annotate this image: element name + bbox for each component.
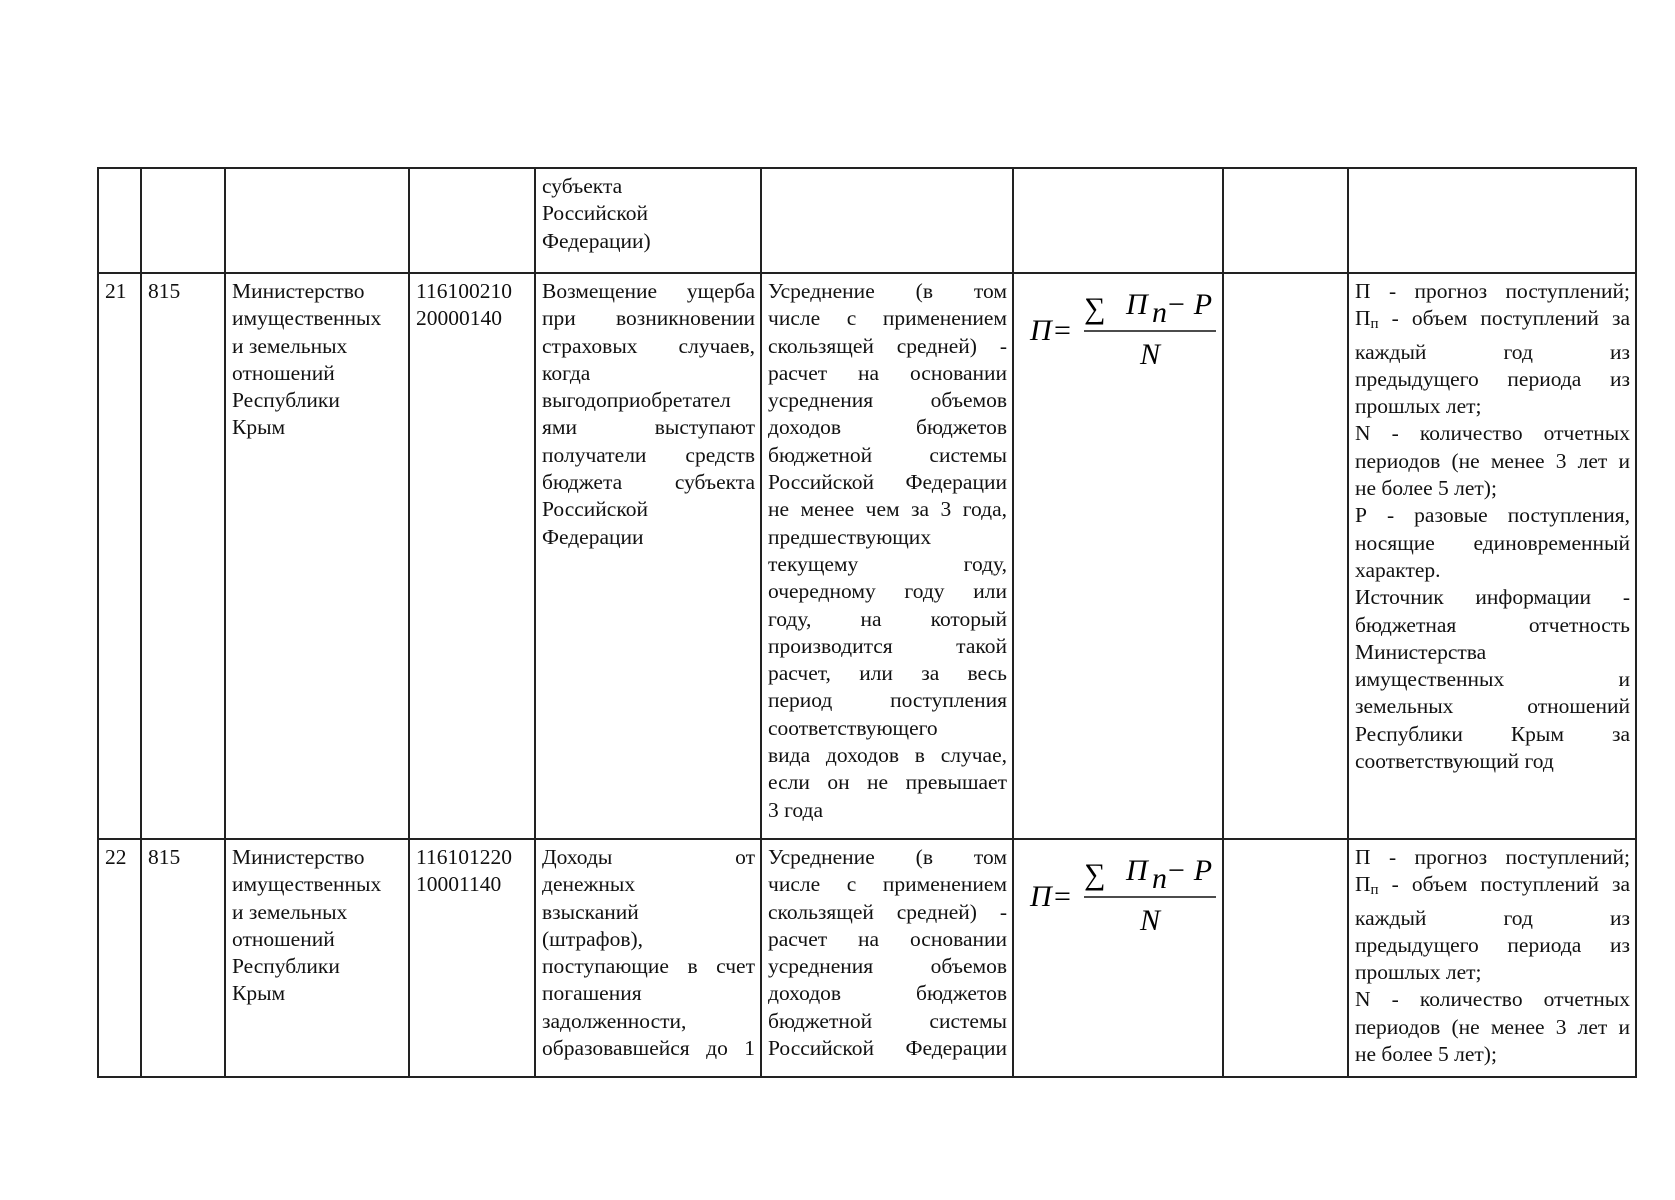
text-line: Федерации bbox=[542, 524, 644, 549]
text-line: скользящей средней) - bbox=[768, 333, 1007, 358]
text-line: 20000140 bbox=[416, 306, 502, 331]
text-line: получатели средств bbox=[542, 442, 755, 467]
text-line: П - прогноз поступлений; bbox=[1355, 845, 1630, 869]
table-row bbox=[98, 839, 1636, 1077]
text-line: образовавшейся до 1 bbox=[542, 1036, 755, 1061]
text-line: Российской Федерации bbox=[768, 1036, 1007, 1061]
cell-admin bbox=[225, 273, 409, 839]
text-line: скользящей средней) - bbox=[768, 899, 1007, 924]
text-line: субъекта bbox=[542, 174, 623, 198]
formula-equals: = bbox=[1054, 314, 1071, 347]
text-line: бюджетная отчетность bbox=[1355, 612, 1630, 637]
text-line: Российской bbox=[542, 497, 648, 522]
text-line bbox=[1355, 305, 1630, 338]
text-line: Усреднение (в том bbox=[768, 845, 1007, 869]
text-line: при возникновении bbox=[542, 306, 755, 331]
text-line: прошлых лет; bbox=[1355, 394, 1482, 419]
cell-formula bbox=[1013, 273, 1223, 839]
formula-term: П bbox=[1126, 288, 1148, 321]
text-line: поступающие в счет bbox=[542, 954, 755, 979]
text-line: числе с применением bbox=[768, 872, 1007, 897]
formula-denominator: N bbox=[1140, 338, 1161, 371]
text-line: имущественных bbox=[232, 306, 382, 331]
text-line: предшествующих bbox=[768, 524, 932, 549]
text-line: когда bbox=[542, 360, 591, 385]
formula-sum: ∑ bbox=[1084, 292, 1106, 325]
formula-minus-r: − P bbox=[1166, 854, 1213, 887]
cell-legend bbox=[1348, 168, 1636, 273]
cell-income-name bbox=[535, 273, 761, 839]
text-line: погашения bbox=[542, 981, 642, 1006]
cell-code: 815 bbox=[141, 273, 225, 839]
text-line: Республики Крым за bbox=[1355, 721, 1630, 746]
formula-term: П bbox=[1126, 854, 1148, 887]
text-line: взысканий bbox=[542, 899, 639, 924]
text-line: бюджетной системы bbox=[768, 442, 1007, 467]
forecast-formula bbox=[1020, 278, 1220, 373]
text-line: N - количество отчетных bbox=[1355, 421, 1630, 446]
text-line: Федерации) bbox=[542, 228, 651, 253]
text-line: Усреднение (в том bbox=[768, 279, 1007, 303]
text-line: 116101220 bbox=[416, 845, 512, 869]
text-line: бюджетной системы bbox=[768, 1008, 1007, 1033]
text-line: Министерства bbox=[1355, 639, 1487, 664]
text-line: расчет на основании bbox=[768, 360, 1007, 385]
cell-legend bbox=[1348, 839, 1636, 1077]
cell-legend bbox=[1348, 273, 1636, 839]
cell-kbk bbox=[409, 168, 535, 273]
text-line: расчет на основании bbox=[768, 926, 1007, 951]
cell-method bbox=[761, 168, 1013, 273]
cell-method bbox=[761, 273, 1013, 839]
pn-text: - объем поступлений за bbox=[1378, 306, 1630, 331]
text-line: Республики bbox=[232, 388, 340, 413]
cell-kbk bbox=[409, 273, 535, 839]
cell-formula bbox=[1013, 839, 1223, 1077]
text-line: 116100210 bbox=[416, 279, 512, 303]
formula-subscript: n bbox=[1152, 296, 1167, 329]
cell-empty bbox=[1223, 273, 1348, 839]
text-line: 10001140 bbox=[416, 872, 502, 897]
table-row-continuation bbox=[98, 168, 1636, 273]
cell-method bbox=[761, 839, 1013, 1077]
text-line: Крым bbox=[232, 981, 286, 1006]
text-line: не более 5 лет); bbox=[1355, 476, 1497, 501]
pn-symbol: П bbox=[1355, 306, 1371, 331]
text-line: П - прогноз поступлений; bbox=[1355, 279, 1630, 303]
cell-empty bbox=[1223, 168, 1348, 273]
text-line: период поступления bbox=[768, 688, 1007, 713]
formula-lhs: П bbox=[1030, 314, 1052, 347]
cell-admin bbox=[225, 839, 409, 1077]
formula-lhs: П bbox=[1030, 880, 1052, 913]
text-line: очередному году или bbox=[768, 579, 1007, 604]
text-line: Крым bbox=[232, 415, 286, 440]
text-line: Российской bbox=[542, 201, 648, 226]
forecast-formula bbox=[1020, 844, 1220, 939]
text-line: выгодоприобретател bbox=[542, 388, 731, 413]
text-line: бюджета субъекта bbox=[542, 470, 755, 495]
text-line: Республики bbox=[232, 954, 340, 979]
text-line: предыдущего периода из bbox=[1355, 366, 1630, 391]
text-line: году, на который bbox=[768, 606, 1007, 631]
text-line: доходов бюджетов bbox=[768, 981, 1007, 1006]
text-line: не менее чем за 3 года, bbox=[768, 497, 1007, 522]
text-line: соответствующего bbox=[768, 715, 938, 740]
text-line: земельных отношений bbox=[1355, 694, 1630, 719]
text-line: Министерство bbox=[232, 845, 365, 869]
text-line: прошлых лет; bbox=[1355, 960, 1482, 985]
cell-num: 22 bbox=[98, 839, 141, 1077]
formula-denominator: N bbox=[1140, 904, 1161, 937]
text-line: периодов (не менее 3 лет и bbox=[1355, 1014, 1630, 1039]
text-line: N - количество отчетных bbox=[1355, 987, 1630, 1012]
text-line: каждый год из bbox=[1355, 905, 1630, 930]
text-line: характер. bbox=[1355, 557, 1441, 582]
text-line: ями выступают bbox=[542, 415, 755, 440]
cell-code: 815 bbox=[141, 839, 225, 1077]
text-line: расчет, или за весь bbox=[768, 661, 1007, 686]
pn-subscript: п bbox=[1370, 316, 1379, 333]
text-line: задолженности, bbox=[542, 1008, 687, 1033]
formula-minus-r: − P bbox=[1166, 288, 1213, 321]
text-line: вида доходов в случае, bbox=[768, 743, 1007, 768]
cell-formula bbox=[1013, 168, 1223, 273]
text-line: имущественных и bbox=[1355, 667, 1630, 692]
text-line bbox=[1355, 871, 1630, 904]
table-row bbox=[98, 273, 1636, 839]
formula-sum: ∑ bbox=[1084, 858, 1106, 891]
revenue-forecast-table bbox=[97, 167, 1637, 1078]
cell-num bbox=[98, 168, 141, 273]
text-line: усреднения объемов bbox=[768, 954, 1007, 979]
text-line: денежных bbox=[542, 872, 636, 897]
pn-text: - объем поступлений за bbox=[1378, 872, 1630, 897]
text-line: и земельных bbox=[232, 333, 348, 358]
text-line: отношений bbox=[232, 926, 335, 951]
text-line: Возмещение ущерба bbox=[542, 279, 755, 303]
cell-code bbox=[141, 168, 225, 273]
text-line: Министерство bbox=[232, 279, 365, 303]
text-line: усреднения объемов bbox=[768, 388, 1007, 413]
text-line: Р - разовые поступления, bbox=[1355, 503, 1630, 528]
text-line: страховых случаев, bbox=[542, 333, 755, 358]
text-line: числе с применением bbox=[768, 306, 1007, 331]
text-line: Российской Федерации bbox=[768, 470, 1007, 495]
pn-subscript: п bbox=[1370, 882, 1379, 899]
text-line: периодов (не менее 3 лет и bbox=[1355, 448, 1630, 473]
text-line: если он не превышает bbox=[768, 770, 1007, 795]
text-line: предыдущего периода из bbox=[1355, 932, 1630, 957]
cell-income-name bbox=[535, 168, 761, 273]
text-line: и земельных bbox=[232, 899, 348, 924]
text-line: не более 5 лет); bbox=[1355, 1042, 1497, 1067]
text-line: каждый год из bbox=[1355, 339, 1630, 364]
cell-income-name bbox=[535, 839, 761, 1077]
text-line: производится такой bbox=[768, 633, 1007, 658]
cell-admin bbox=[225, 168, 409, 273]
pn-symbol: П bbox=[1355, 872, 1371, 897]
text-line: (штрафов), bbox=[542, 926, 644, 951]
text-line: соответствующий год bbox=[1355, 749, 1554, 774]
text-line: Источник информации - bbox=[1355, 585, 1630, 610]
cell-empty bbox=[1223, 839, 1348, 1077]
text-line: текущему году, bbox=[768, 551, 1007, 576]
formula-subscript: n bbox=[1152, 862, 1167, 895]
text-line: отношений bbox=[232, 360, 335, 385]
cell-num: 21 bbox=[98, 273, 141, 839]
text-line: носящие единовременный bbox=[1355, 530, 1630, 555]
text-line: Доходы от bbox=[542, 845, 755, 869]
text-line: имущественных bbox=[232, 872, 382, 897]
cell-kbk bbox=[409, 839, 535, 1077]
text-line: доходов бюджетов bbox=[768, 415, 1007, 440]
formula-equals: = bbox=[1054, 880, 1071, 913]
text-line: 3 года bbox=[768, 797, 824, 822]
